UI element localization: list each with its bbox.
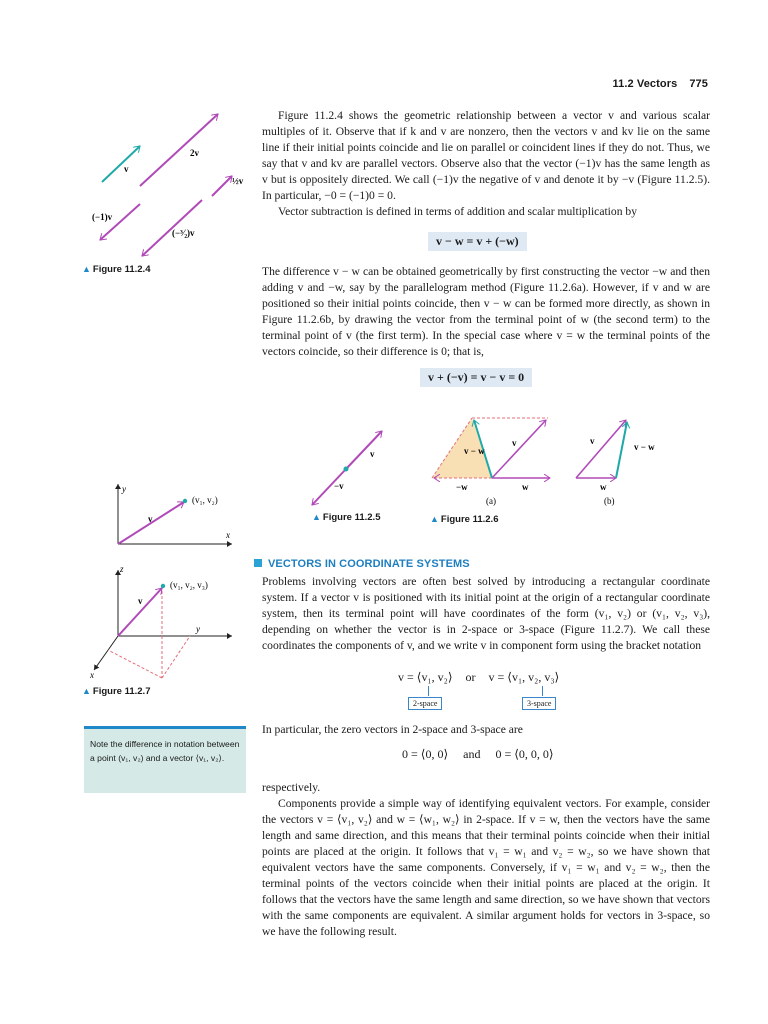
label-w-b: w xyxy=(600,482,607,492)
figure-11-2-4-caption: ▲ Figure 11.2.4 xyxy=(82,264,151,275)
caption-text: Figure 11.2.5 xyxy=(322,512,381,523)
label-a: (a) xyxy=(486,496,496,506)
para6-text: respectively. xyxy=(262,781,321,794)
origin-point xyxy=(344,467,349,472)
label-half-v: ½v xyxy=(232,176,244,186)
caption-text: Figure 11.2.4 xyxy=(92,264,151,275)
section-title-text: VECTORS IN COORDINATE SYSTEMS xyxy=(268,558,470,570)
eq4-right: 0 = ⟨0, 0, 0⟩ xyxy=(495,747,554,761)
label-y-3d: y xyxy=(196,624,200,634)
para5-text: In particular, the zero vectors in 2-space and 3-space are xyxy=(262,723,523,736)
x-axis-3d xyxy=(94,636,118,670)
vector-v-a xyxy=(492,420,546,478)
eq2-text: v + (−v) = v − v = 0 xyxy=(420,368,532,387)
note-text: Note the difference in notation between a point (v₁, v₂) and a vector ⟨v₁, v₂⟩. xyxy=(90,739,240,763)
vector-2v xyxy=(140,114,218,186)
eq4-left: 0 = ⟨0, 0⟩ xyxy=(402,747,449,761)
eq1-text: v − w = v + (−w) xyxy=(428,232,527,251)
paragraph-equivalent-vectors xyxy=(262,780,710,940)
section-square-icon xyxy=(254,559,262,567)
label-w-a: w xyxy=(522,482,529,492)
para1-text: Figure 11.2.4 shows the geometric relationship between a vector v and various scalar multiples of it. Observe that if k and v are nonzero, then the vectors v and kv lie on the same line if their initial points coincide and lie on parallel or coincident lines if they do not. Thus, we say that v and kv are parallel vectors. Observe also that the vector (−1)v has the same length as v but is oppositely directed. We call (−1)v the negative of v and denote it by −v (Figure 11.2.5). In particular, −0 = (−1)0 = 0. xyxy=(262,109,710,202)
eq4-and: and xyxy=(463,747,481,761)
tag-3-space: 3-space xyxy=(522,697,556,710)
point-3d xyxy=(161,584,165,588)
vector-neg-v xyxy=(100,204,140,240)
page-header xyxy=(613,78,708,90)
figure-11-2-4 xyxy=(76,110,256,260)
equation-zero-vectors xyxy=(402,747,554,762)
label-x-3d: x xyxy=(90,670,94,680)
section-heading xyxy=(254,558,470,570)
dashed-to-x xyxy=(108,650,162,678)
label-x: x xyxy=(226,530,230,540)
eq3-right: v = ⟨v₁, v₂, v₃⟩ xyxy=(488,670,560,684)
label-b: (b) xyxy=(604,496,615,506)
label-v-minus-w-b: v − w xyxy=(634,442,655,452)
equation-subtraction xyxy=(428,232,527,251)
label-v-minus-w-a: v − w xyxy=(464,446,485,456)
figure-11-2-6-caption: ▲ Figure 11.2.6 xyxy=(430,514,499,525)
label-v-2d: v xyxy=(148,514,153,524)
equation-component-form xyxy=(398,670,559,685)
tag-connector-right xyxy=(542,686,543,696)
figure-11-2-5-caption: ▲ Figure 11.2.5 xyxy=(312,512,381,523)
figure-11-2-6 xyxy=(426,412,676,512)
label-y: y xyxy=(122,484,126,494)
label-v-b: v xyxy=(590,436,595,446)
vector-v-fig5 xyxy=(346,431,382,469)
caption-text: Figure 11.2.6 xyxy=(440,514,499,525)
figure-11-2-5 xyxy=(308,425,398,517)
label-v: v xyxy=(124,164,129,174)
para7-text: Components provide a simple way of identifying equivalent vectors. For example, consider the vectors v = ⟨v₁, v₂⟩ and w = ⟨w₁, w₂⟩ in 2-space. If v = w, then the vectors have the same length and same direction, and this means that their terminal points coincide when their initial points are placed at the origin. It follows that v₁ = w₁ and v₂ = w₂, so we have shown that equivalent vectors have the same components. Conversely, if v₁ = w₁ and v₂ = w₂, then the terminal points of the vectors coincide when their initial points are placed at the origin. It follows that the vectors have the same length and same direction, so we have shown that vectors with the same components are equivalent. A similar argument holds for vectors in 3-space, so we have the following result. xyxy=(262,797,710,938)
paragraph-components xyxy=(262,574,710,654)
label-v-a: v xyxy=(512,438,517,448)
para2-text: Vector subtraction is defined in terms of addition and scalar multiplication by xyxy=(278,205,637,218)
label-v-3d: v xyxy=(138,596,143,606)
para4-text: Problems involving vectors are often best solved by introducing a rectangular coordinate system. If a vector v is positioned with its initial point at the origin of a rectangular coordinate system, then its terminal point will have coordinates of the form (v₁, v₂) or (v₁, v₂, v₃), depending on whether the vector is in 2-space or 3-space (Figure 11.2.7). We call these coordinates the components of v, and we write v in component form using the bracket notation xyxy=(262,575,710,652)
caption-text: Figure 11.2.7 xyxy=(92,686,151,697)
margin-note xyxy=(84,726,246,793)
tag-2-space: 2-space xyxy=(408,697,442,710)
label-v: v xyxy=(370,449,375,459)
label-neg-three-halves-v: (−³⁄₂)v xyxy=(172,228,195,238)
paragraph-zero-vectors xyxy=(262,722,710,738)
label-2v: 2v xyxy=(190,148,199,158)
label-point-2d: (v₁, v₂) xyxy=(192,495,218,505)
vector-v xyxy=(102,146,140,182)
label-neg-v: −v xyxy=(334,481,344,491)
label-point-3d: (v₁, v₂, v₃) xyxy=(170,580,208,590)
page-number: 775 xyxy=(689,78,708,90)
dashed-to-y xyxy=(162,636,190,678)
equation-negative xyxy=(420,368,532,387)
paragraph-parallel-vectors xyxy=(262,108,710,220)
eq3-left: v = ⟨v₁, v₂⟩ xyxy=(398,670,453,684)
figure-11-2-7 xyxy=(86,478,256,683)
tag-connector-left xyxy=(428,686,429,696)
vector-half-v xyxy=(212,176,232,196)
label-neg-w: −w xyxy=(456,482,468,492)
label-z: z xyxy=(120,564,124,574)
label-neg-v: (−1)v xyxy=(92,212,113,222)
para3-text: The difference v − w can be obtained geometrically by first constructing the vector −w and then adding v and −w, say by the parallelogram method (Figure 11.2.6a). However, if v and w are positioned so their initial points coincide, then v − w can be formed more directly, as shown in Figure 11.2.6b, by drawing the vector from the terminal point of w (the second term) to the terminal point of v (the first term). In the special case where v = w the terminal points of the vectors coincide, so their difference is 0; that is, xyxy=(262,265,710,358)
paragraph-difference xyxy=(262,264,710,360)
point-2d xyxy=(183,499,187,503)
section-running-title: 11.2 Vectors xyxy=(612,78,678,90)
eq3-or: or xyxy=(465,670,476,684)
figure-11-2-7-caption: ▲ Figure 11.2.7 xyxy=(82,686,151,697)
